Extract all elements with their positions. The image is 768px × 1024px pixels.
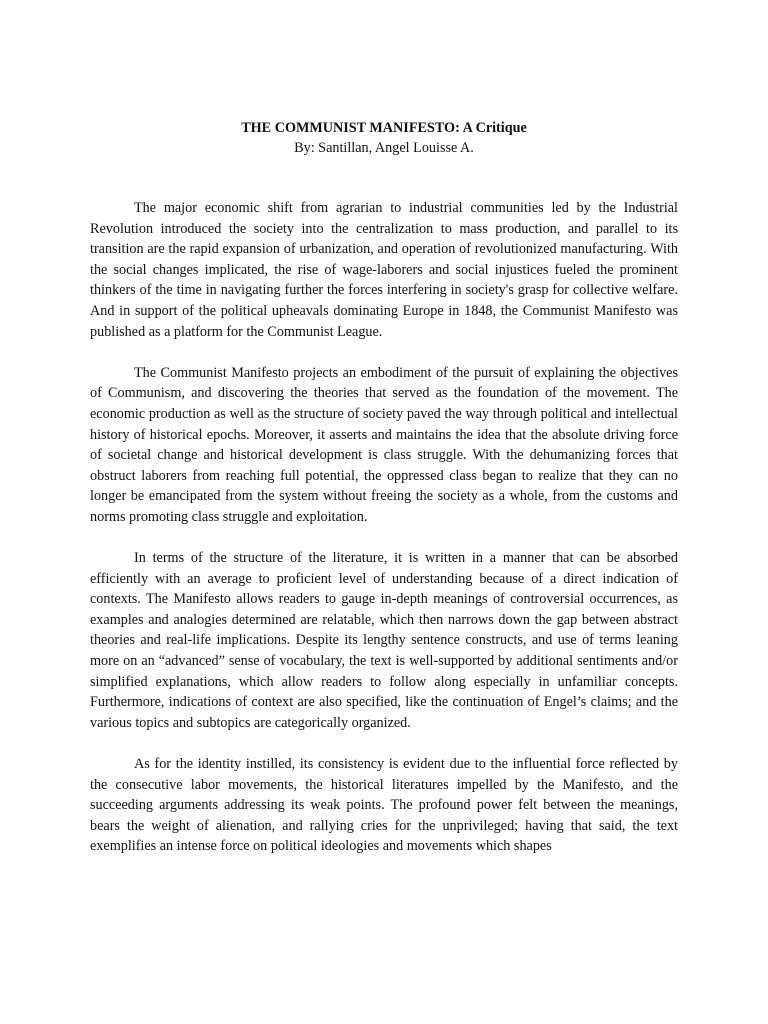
author-byline: By: Santillan, Angel Louisse A.: [294, 140, 474, 156]
paragraph-4: As for the identity instilled, its consistency is evident due to the influential force reflected by the consecutive labor movements, the historical literatures impelled by the Manifesto, and the succeeding arguments addressing its weak points. The profound power felt between the meanings, bears the weight of alienation, and rallying cries for the unprivileged; having that said, the text exemplifies an intense force on political ideologies and movements which shapes: [90, 756, 678, 855]
document-header: [0, 118, 768, 158]
document-body: [90, 198, 678, 878]
paragraph-3: In terms of the structure of the literature, it is written in a manner that can be absorbed efficiently with an average to proficient level of understanding because of a direct indication of contexts. The Manifesto allows readers to gauge in-depth meanings of controversial occurrences, as examples and analogies determined are relatable, which then narrows down the gap between abstract theories and real-life implications. Despite its lengthy sentence constructs, and use of terms leaning more on an “advanced” sense of vocabulary, the text is well-supported by additional sentiments and/or simplified explanations, which allow readers to follow along especially in unfamiliar concepts. Furthermore, indications of context are also specified, like the continuation of Engel’s claims; and the various topics and subtopics are categorically organized.: [90, 550, 678, 731]
document-title: THE COMMUNIST MANIFESTO: A Critique: [241, 120, 527, 136]
paragraph-1: The major economic shift from agrarian to industrial communities led by the Industrial Revolution introduced the society into the centralization to mass production, and parallel to its transition are the rapid expansion of urbanization, and operation of revolutionized manufacturing. With the social changes implicated, the rise of wage-laborers and social injustices fueled the prominent thinkers of the time in navigating further the forces interfering in society's grasp for collective welfare. And in support of the political upheavals dominating Europe in 1848, the Communist Manifesto was published as a platform for the Communist League.: [90, 200, 678, 340]
paragraph-2: The Communist Manifesto projects an embodiment of the pursuit of explaining the objectives of Communism, and discovering the theories that served as the foundation of the movement. The economic production as well as the structure of society paved the way through political and intellectual history of historical epochs. Moreover, it asserts and maintains the idea that the absolute driving force of societal change and historical development is class struggle. With the dehumanizing forces that obstruct laborers from reaching full potential, the oppressed class began to realize that they can no longer be emancipated from the system without freeing the society as a whole, from the customs and norms promoting class struggle and exploitation.: [90, 364, 678, 525]
